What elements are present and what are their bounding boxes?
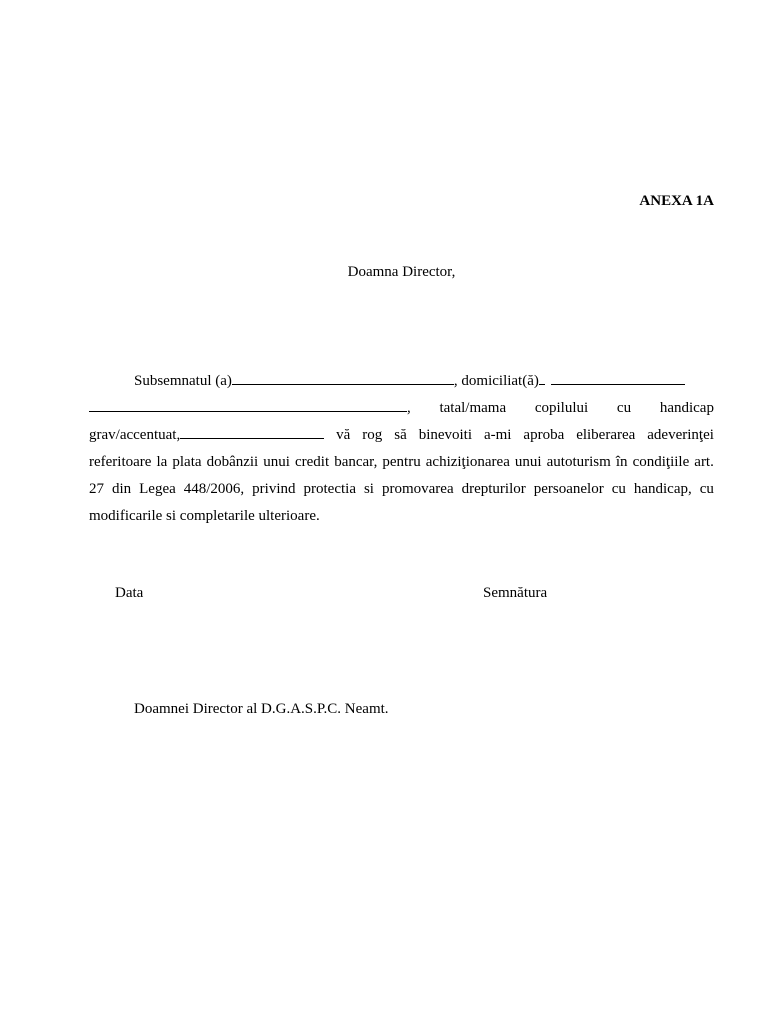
word: copilului <box>534 400 589 416</box>
salutation: Doamna Director, <box>347 264 456 280</box>
word: în <box>615 454 628 470</box>
word: binevoiti <box>418 427 473 443</box>
word: 448/2006, <box>183 481 245 497</box>
word: protectia <box>303 481 356 497</box>
word: unui <box>514 454 542 470</box>
undersigned-label: Subsemnatul (a) <box>134 373 232 389</box>
word: art. <box>694 454 714 470</box>
word: cu <box>699 481 714 497</box>
word: aproba <box>523 427 565 443</box>
word: autoturism <box>546 454 611 470</box>
word: vă <box>336 427 351 443</box>
word: credit <box>295 454 330 470</box>
word: drepturilor <box>461 481 526 497</box>
word: tatal/mama <box>439 400 507 416</box>
word: unui <box>263 454 290 470</box>
word: pentru <box>382 454 421 470</box>
paragraph-line-4 <box>89 449 714 476</box>
word: dobânzii <box>206 454 259 470</box>
word: la <box>156 454 168 470</box>
word: eliberarea <box>576 427 636 443</box>
handicap-grade-blank[interactable] <box>180 423 324 439</box>
word: privind <box>252 481 296 497</box>
paragraph-line-6 <box>89 503 714 530</box>
domicile-blank-gap <box>539 369 545 385</box>
handicap-grade-group: grav/accentuat, <box>89 422 324 449</box>
word: condiţiile <box>632 454 690 470</box>
word: persoanelor <box>533 481 604 497</box>
word: rog <box>362 427 383 443</box>
name-blank[interactable] <box>232 369 454 385</box>
word: bancar, <box>334 454 378 470</box>
word: 27 <box>89 481 104 497</box>
paragraph-line-1 <box>89 368 714 395</box>
request-paragraph <box>89 368 714 530</box>
word: handicap, <box>633 481 692 497</box>
word: si <box>363 481 374 497</box>
word: promovarea <box>381 481 454 497</box>
domicile-blank[interactable] <box>551 369 685 385</box>
addressee: Doamnei Director al D.G.A.S.P.C. Neamt. <box>134 701 389 717</box>
paragraph-line-5 <box>89 476 714 503</box>
word: referitoare <box>89 454 152 470</box>
word: handicap <box>659 400 714 416</box>
word: cu <box>611 481 626 497</box>
address-blank[interactable] <box>89 396 407 412</box>
word: a-mi <box>483 427 512 443</box>
word: să <box>394 427 407 443</box>
address-blanks: , <box>89 395 411 422</box>
domicile-label: , domiciliat(ă) <box>453 373 539 389</box>
annex-title: ANEXA 1A <box>639 193 714 209</box>
date-label: Data <box>115 585 144 601</box>
word: cu <box>616 400 632 416</box>
word: plata <box>172 454 202 470</box>
paragraph-line-3 <box>89 422 714 449</box>
word: adeverinţei <box>647 427 714 443</box>
paragraph-ending: modificarile si completarile ulterioare. <box>89 508 320 524</box>
signature-label: Semnătura <box>483 585 548 601</box>
word: achiziţionarea <box>425 454 510 470</box>
word: din <box>111 481 132 497</box>
paragraph-line-2 <box>89 395 714 422</box>
word: Legea <box>139 481 176 497</box>
